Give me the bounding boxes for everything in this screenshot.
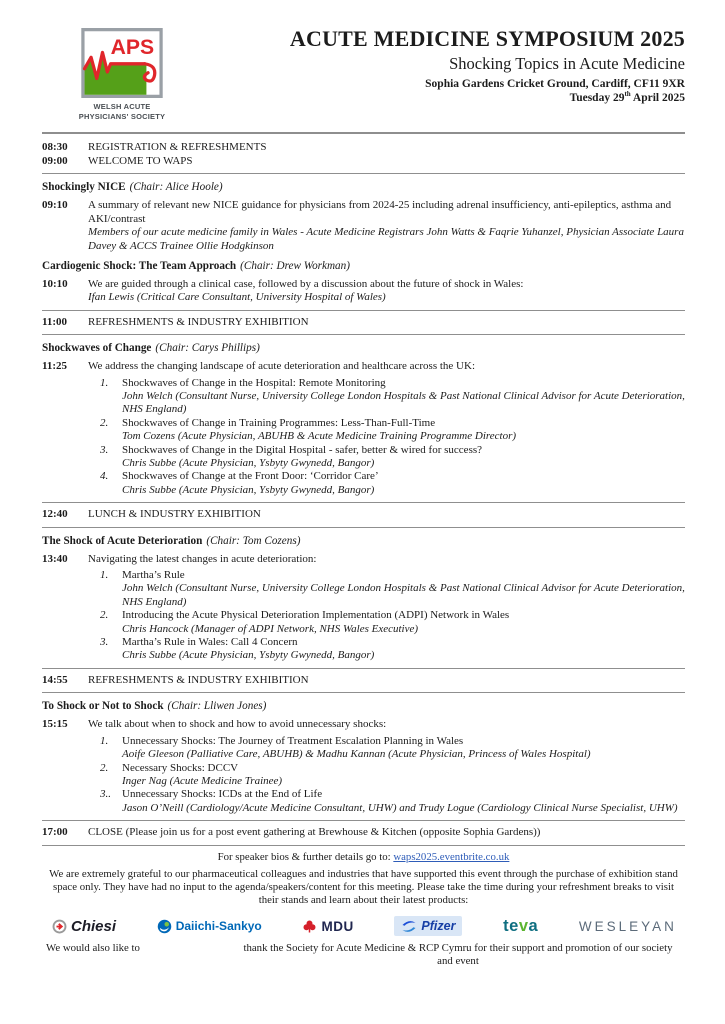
list-item-number: 2. — [100, 609, 109, 622]
list-item-number: 1. — [100, 734, 109, 747]
list-item-speaker: Chris Hancock (Manager of ADPI Network, NHS Wales Executive) — [122, 622, 419, 635]
schedule-time: 15:15 — [42, 718, 68, 731]
list-item — [100, 377, 685, 417]
schedule-time: 09:10 — [42, 199, 68, 212]
list-item-content — [122, 762, 685, 789]
list-item-content — [122, 569, 685, 609]
sponsor-logo-mdu: MDU — [302, 919, 353, 934]
thanks-left-text: We would also like to — [46, 942, 140, 955]
session-header — [42, 700, 685, 712]
talk-block — [42, 718, 685, 731]
schedule-item-text: CLOSE (Please join us for a post event gathering at Brewhouse & Kitchen (opposite Sophia Gardens)) — [88, 826, 541, 839]
waps-logo-block — [42, 24, 202, 122]
list-item — [100, 569, 685, 609]
schedule-row — [42, 141, 685, 154]
list-item — [100, 470, 685, 497]
divider-rule — [42, 173, 685, 174]
venue-line: Sophia Gardens Cricket Ground, Cardiff, CF11 9XR — [425, 78, 685, 90]
divider-rule — [42, 692, 685, 693]
session-chair: (Chair: Carys Phillips) — [155, 342, 260, 355]
schedule-item-text: REFRESHMENTS & INDUSTRY EXHIBITION — [88, 673, 309, 686]
schedule-time: 13:40 — [42, 552, 68, 565]
list-item-speaker: Chris Subbe (Acute Physician, Ysbyty Gwynedd, Bangor) — [122, 483, 375, 496]
talk-line: Members of our acute medicine family in Wales - Acute Medicine Registrars John Watts & Faqrie Yuhanzel, Physician Associate Laura Davey & ACCS Trainee Ollie Hodgkinson — [88, 226, 684, 252]
list-item-title: Necessary Shocks: DCCV — [122, 761, 239, 774]
list-item-content — [122, 735, 685, 762]
list-item — [100, 762, 685, 789]
header — [42, 24, 685, 122]
list-item-speaker: Inger Nag (Acute Medicine Trainee) — [122, 774, 283, 787]
list-item-number: 2. — [100, 416, 109, 429]
list-item-number: 3. — [100, 636, 109, 649]
session-title: Shockingly NICE — [42, 181, 126, 194]
list-item-speaker: Tom Cozens (Acute Physician, ABUHB & Acute Medicine Training Programme Director) — [122, 430, 517, 443]
list-item — [100, 444, 685, 471]
schedule-time: 11:00 — [42, 315, 68, 328]
session-header — [42, 535, 685, 547]
list-item — [100, 609, 685, 636]
list-item — [100, 788, 685, 815]
divider-rule — [42, 845, 685, 846]
footer — [42, 851, 685, 969]
sponsor-logo-daiichi-sankyo: Daiichi-Sankyo — [157, 919, 262, 934]
speaker-bios-line: For speaker bios & further details go to: waps2025.eventbrite.co.uk — [217, 850, 510, 863]
talk-line: We address the changing landscape of acute deterioration and healthcare across the UK: — [88, 360, 476, 373]
schedule-item-text: LUNCH & INDUSTRY EXHIBITION — [88, 508, 261, 521]
list-item-content — [122, 636, 685, 663]
schedule-item-text: REGISTRATION & REFRESHMENTS — [88, 140, 267, 153]
list-item-number: 3. — [100, 443, 109, 456]
talk-line: We are guided through a clinical case, followed by a discussion about the future of shock in Wales: — [88, 277, 524, 290]
list-item-content — [122, 609, 685, 636]
date-line: Tuesday 29th April 2025 — [569, 90, 685, 104]
talk-list — [100, 377, 685, 498]
divider-rule — [42, 310, 685, 311]
logo-caption — [79, 102, 165, 122]
list-item-title: Unnecessary Shocks: ICDs at the End of Life — [122, 788, 323, 801]
page-subtitle: Shocking Topics in Acute Medicine — [449, 54, 685, 73]
session-chair: (Chair: Drew Workman) — [240, 259, 350, 272]
list-item-title: Introducing the Acute Physical Deterioration Implementation (ADPI) Network in Wales — [122, 609, 510, 622]
list-item — [100, 636, 685, 663]
session-chair: (Chair: Tom Cozens) — [206, 534, 301, 547]
page-title: ACUTE MEDICINE SYMPOSIUM 2025 — [289, 26, 685, 51]
list-item-title: Shockwaves of Change in Training Programmes: Less-Than-Full-Time — [122, 416, 436, 429]
logo-caption-line2: PHYSICIANS' SOCIETY — [78, 111, 166, 121]
session-header — [42, 181, 685, 193]
list-item-speaker: Aoife Gleeson (Palliative Care, ABUHB) & Madhu Kannan (Acute Physician, Princess of Wales Hospital) — [122, 748, 591, 761]
thanks-row — [42, 942, 685, 968]
list-item-content — [122, 377, 685, 417]
schedule-row — [42, 316, 685, 329]
gratitude-paragraph: We are extremely grateful to our pharmaceutical colleagues and industries that have supported this event through the purchase of exhibition stand space only. They have had no input to the agenda/speakers/content for this meeting. Please take the time during your refreshment breaks to visit their stands and learn about their latest products: — [49, 867, 678, 906]
schedule-time: 17:00 — [42, 826, 68, 839]
list-item-speaker: John Welch (Consultant Nurse, University College London Hospitals & Past National Clinical Advisor for Acute Deterioration, NHS England) — [122, 582, 685, 608]
schedule-item-text: REFRESHMENTS & INDUSTRY EXHIBITION — [88, 315, 309, 328]
list-item-title: Shockwaves of Change in the Hospital: Remote Monitoring — [122, 376, 386, 389]
talk-block — [42, 360, 685, 373]
schedule-time: 11:25 — [42, 360, 68, 373]
header-divider — [42, 132, 685, 134]
list-item — [100, 735, 685, 762]
talk-block — [42, 278, 685, 305]
schedule-item-text: WELCOME TO WAPS — [88, 154, 193, 167]
talk-lines — [88, 718, 685, 731]
divider-rule — [42, 668, 685, 669]
list-item-number: 1. — [100, 569, 109, 582]
list-item-number: 2. — [100, 761, 109, 774]
sponsor-logo-pfizer: Pfizer — [394, 916, 462, 936]
list-item-speaker: Chris Subbe (Acute Physician, Ysbyty Gwynedd, Bangor) — [122, 649, 375, 662]
sponsor-logos-row — [52, 916, 677, 936]
divider-rule — [42, 334, 685, 335]
talk-list — [100, 569, 685, 663]
schedule — [42, 141, 685, 846]
session-header — [42, 260, 685, 272]
schedule-time: 10:10 — [42, 277, 68, 290]
title-block — [202, 24, 685, 104]
schedule-row — [42, 826, 685, 839]
talk-line: Navigating the latest changes in acute deterioration: — [88, 552, 317, 565]
schedule-time: 08:30 — [42, 140, 68, 153]
sponsor-logo-teva: teva — [503, 916, 539, 935]
talk-block — [42, 553, 685, 566]
mdu-crest-icon — [302, 919, 317, 934]
divider-rule — [42, 820, 685, 821]
session-title: The Shock of Acute Deterioration — [42, 534, 203, 547]
session-title: Cardiogenic Shock: The Team Approach — [42, 259, 237, 272]
daiichi-sankyo-mark-icon — [157, 919, 172, 934]
divider-rule — [42, 527, 685, 528]
waps-logo-icon — [81, 28, 163, 98]
talk-line: A summary of relevant new NICE guidance for physicians from 2024-25 including adrenal insufficiency, anti-epileptics, asthma and AKI/contrast — [88, 199, 672, 225]
chiesi-mark-icon — [52, 919, 67, 934]
list-item-number: 4. — [100, 470, 109, 483]
list-item-content — [122, 444, 685, 471]
list-item-number: 3.. — [100, 788, 111, 801]
list-item-content — [122, 470, 685, 497]
list-item-content — [122, 788, 685, 815]
waps-logo-acronym: APS — [110, 36, 155, 60]
pfizer-swoosh-icon — [401, 920, 417, 933]
talk-list — [100, 735, 685, 815]
talk-line: We talk about when to shock and how to avoid unnecessary shocks: — [88, 718, 387, 731]
eventbrite-link[interactable]: waps2025.eventbrite.co.uk — [393, 850, 510, 863]
schedule-row — [42, 674, 685, 687]
talk-lines — [88, 278, 685, 305]
session-title: Shockwaves of Change — [42, 342, 152, 355]
list-item-speaker: Chris Subbe (Acute Physician, Ysbyty Gwynedd, Bangor) — [122, 457, 375, 469]
list-item-speaker: Jason O’Neill (Cardiology/Acute Medicine Consultant, UHW) and Trudy Logue (Cardiology Clinical Nurse Specialist, UHW) — [122, 801, 678, 814]
list-item-number: 1. — [100, 376, 109, 389]
list-item-title: Shockwaves of Change in the Digital Hospital - safer, better & wired for success? — [122, 443, 483, 456]
session-header — [42, 342, 685, 354]
list-item — [100, 417, 685, 444]
list-item-content — [122, 417, 685, 444]
talk-lines — [88, 199, 685, 253]
talk-lines — [88, 360, 685, 373]
session-chair: (Chair: Lliwen Jones) — [167, 700, 267, 713]
schedule-time: 09:00 — [42, 154, 68, 167]
schedule-row — [42, 508, 685, 521]
sponsor-logo-wesleyan: WESLEYAN — [578, 918, 677, 934]
list-item-title: Martha’s Rule — [122, 569, 185, 582]
talk-line: Ifan Lewis (Critical Care Consultant, University Hospital of Wales) — [88, 291, 386, 304]
sponsor-logo-chiesi: Chiesi — [52, 918, 116, 935]
list-item-title: Martha’s Rule in Wales: Call 4 Concern — [122, 636, 298, 649]
schedule-time: 14:55 — [42, 673, 68, 686]
session-chair: (Chair: Alice Hoole) — [129, 181, 223, 194]
list-item-title: Shockwaves of Change at the Front Door: ‘Corridor Care’ — [122, 470, 379, 483]
logo-caption-line1: WELSH ACUTE — [93, 102, 151, 111]
divider-rule — [42, 502, 685, 503]
list-item-title: Unnecessary Shocks: The Journey of Treatment Escalation Planning in Wales — [122, 734, 464, 747]
list-item-speaker: John Welch (Consultant Nurse, University College London Hospitals & Past National Clinical Advisor for Acute Deterioration, NHS England) — [122, 389, 685, 416]
session-title: To Shock or Not to Shock — [42, 700, 164, 713]
thanks-right-text: thank the Society for Acute Medicine & RCP Cymru for their support and promotion of our society and event — [243, 942, 673, 968]
talk-lines — [88, 553, 685, 566]
talk-block — [42, 199, 685, 253]
schedule-row — [42, 155, 685, 168]
schedule-time: 12:40 — [42, 508, 68, 521]
